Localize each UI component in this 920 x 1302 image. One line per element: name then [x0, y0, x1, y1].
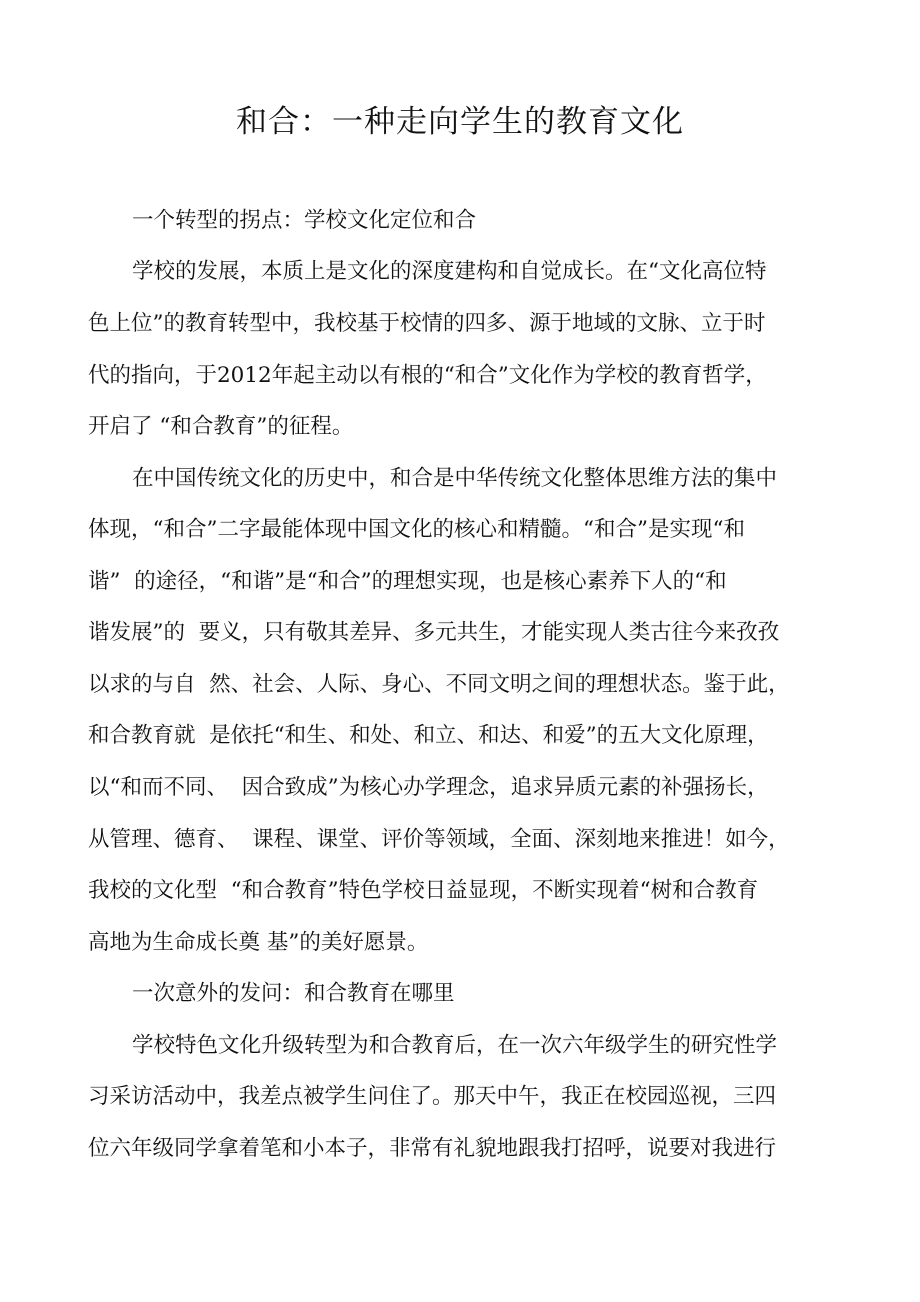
paragraph-line: 代的指向，于2012年起主动以有根的“和合”文化作为学校的教育哲学，: [88, 363, 767, 388]
paragraph-line: 开启了 “和合教育”的征程。: [88, 414, 354, 439]
paragraph-line: 习采访活动中，我差点被学生问住了。那天中午，我正在校园巡视，三四: [88, 1084, 777, 1109]
paragraph-line: 学校特色文化升级转型为和合教育后，在一次六年级学生的研究性学: [132, 1033, 778, 1058]
paragraph-line: 谐” 的途径，“和谐”是“和合”的理想实现，也是核心素养下人的“和: [88, 569, 727, 594]
paragraph-line: 体现，“和合”二字最能体现中国文化的核心和精髓。“和合”是实现“和: [88, 517, 745, 542]
paragraph-line: 学校的发展，本质上是文化的深度建构和自觉成长。在“文化高位特: [132, 259, 767, 284]
paragraph-line: 我校的文化型 “和合教育”特色学校日益显现，不断实现着“树和合教育: [88, 878, 759, 903]
paragraph-line: 在中国传统文化的历史中，和合是中华传统文化整体思维方法的集中: [132, 466, 778, 491]
paragraph-line: 以求的与自 然、社会、人际、身心、不同文明之间的理想状态。鉴于此，: [88, 672, 790, 697]
document-title: 和合：一种走向学生的教育文化: [236, 104, 684, 140]
paragraph-line: 谐发展”的 要义，只有敬其差异、多元共生，才能实现人类古往今来孜孜: [88, 620, 780, 645]
paragraph-line: 高地为生命成长奠 基”的美好愿景。: [88, 930, 429, 955]
paragraph-line: 从管理、德育、 课程、课堂、评价等领域，全面、深刻地来推进！如今，: [88, 827, 790, 852]
paragraph-line: 以“和而不同、 因合致成”为核心办学理念，追求异质元素的补强扬长，: [88, 775, 769, 800]
section-heading: 一次意外的发问：和合教育在哪里: [132, 981, 455, 1006]
section-heading: 一个转型的拐点：学校文化定位和合: [132, 208, 477, 233]
paragraph-line: 色上位”的教育转型中，我校基于校情的四多、源于地域的文脉、立于时: [88, 311, 766, 336]
paragraph-line: 位六年级同学拿着笔和小本子，非常有礼貌地跟我打招呼，说要对我进行: [88, 1136, 777, 1161]
paragraph-line: 和合教育就 是依托“和生、和处、和立、和达、和爱”的五大文化原理，: [88, 723, 769, 748]
